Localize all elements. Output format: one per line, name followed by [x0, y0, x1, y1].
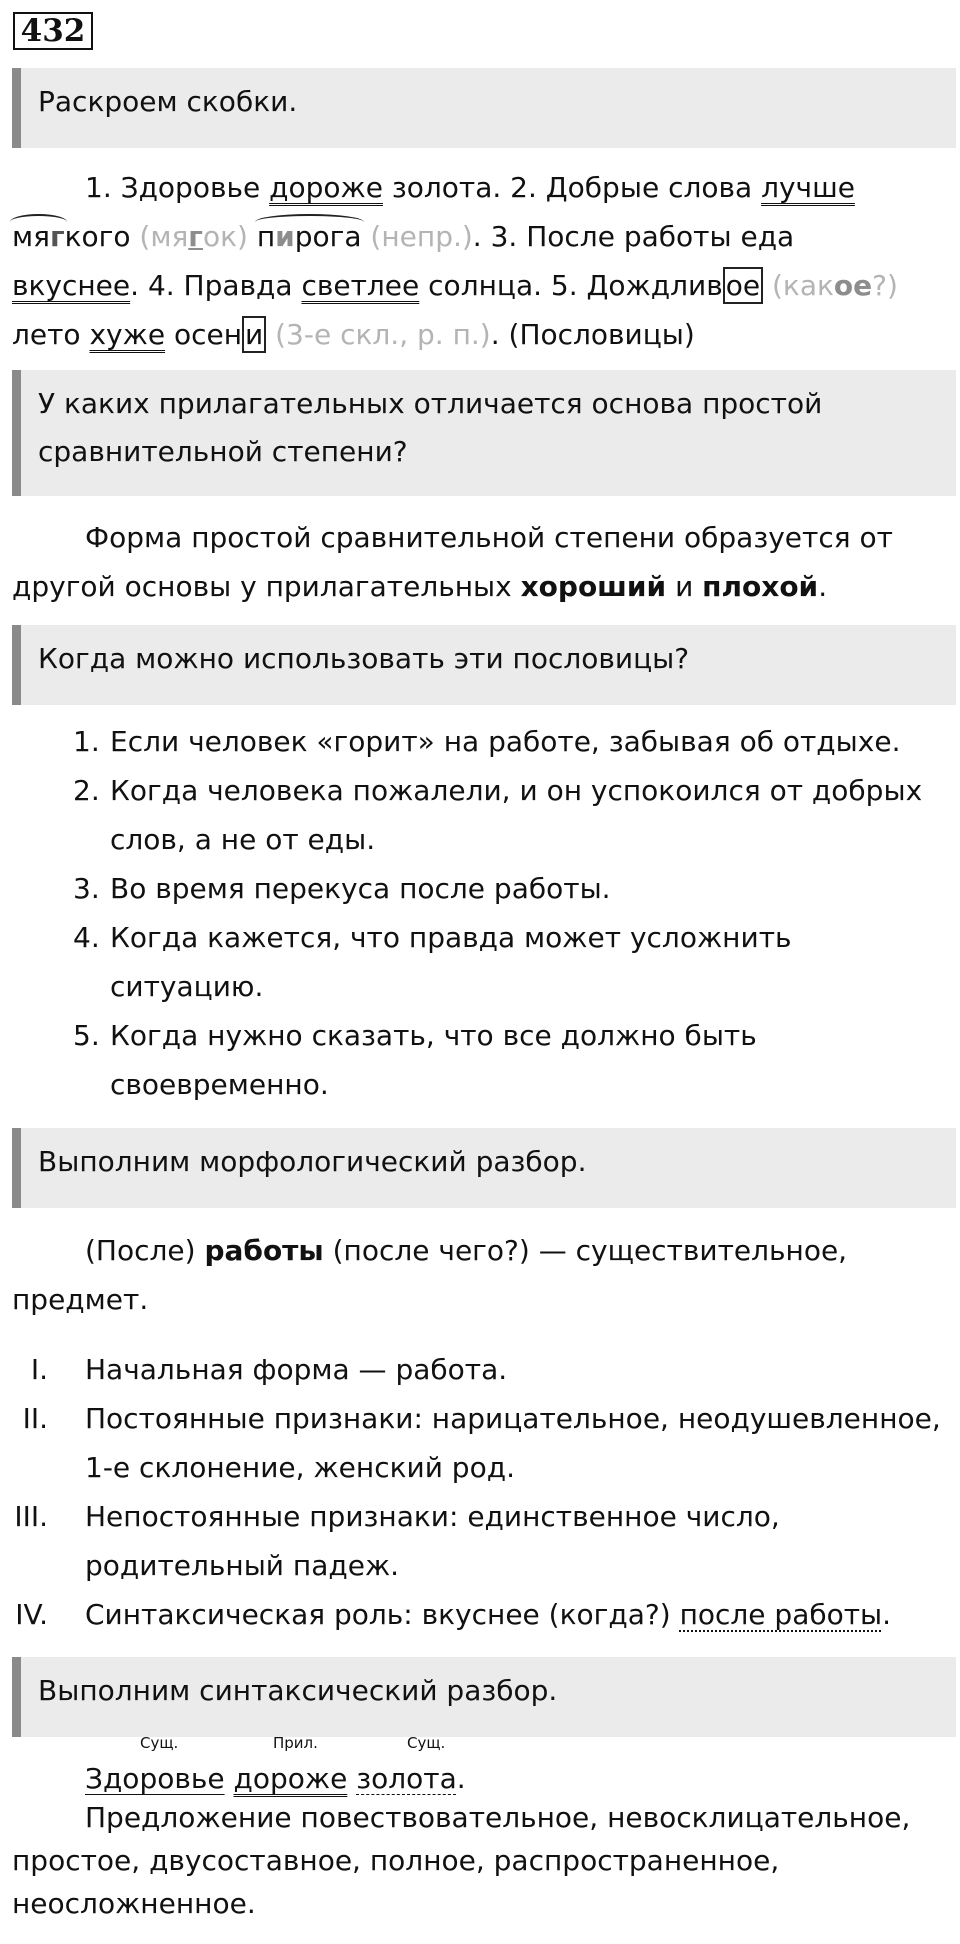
comparative-word: дороже: [269, 171, 383, 204]
proverbs-line: 1. Здоровье дороже золота. 2. Добрые слова лучше: [85, 171, 855, 204]
list-item: II. Постоянные признаки: нарицательное, неодушевленное, 1-е склонение, женский род.: [22, 1402, 941, 1484]
hint-text: (3-е скл., р. п.): [266, 318, 491, 351]
hint-text: (какое?): [763, 269, 898, 302]
proverbs-line: мягкого (мягок) пирога (непр.). 3. После работы еда: [12, 220, 795, 253]
predicate-word: дороже: [233, 1762, 348, 1795]
question-heading-3: Когда можно использовать эти пословицы?: [38, 642, 690, 675]
comparative-word: светлее: [301, 269, 420, 302]
proverbs-line: лето хуже осен и (3-е скл., р. п.). (Пословицы): [12, 318, 695, 351]
part-of-speech-mark: Сущ.: [407, 1734, 446, 1752]
question-bar-5: [12, 1657, 956, 1737]
comparative-word: лучше: [761, 171, 855, 204]
list-item: 1. Если человек «горит» на работе, забывая об отдыхе.: [73, 725, 901, 758]
question-heading-4: Выполним морфологический разбор.: [38, 1145, 587, 1178]
ending-box: и: [242, 316, 266, 353]
task-number: 432: [13, 12, 93, 50]
hint-text: (непр.): [361, 220, 473, 253]
proverbs-text: [12, 163, 956, 359]
root-mark: мяг: [12, 220, 65, 253]
adverbial-phrase: после работы: [679, 1598, 883, 1631]
question-bar-2: [12, 370, 956, 496]
part-of-speech-mark: Сущ.: [140, 1734, 179, 1752]
answer-text-2: Форма простой сравнительной степени образуется от другой основы у прилагательных хороший и плохой.: [12, 521, 893, 603]
list-item: 2. Когда человека пожалели, и он успокоился от добрых слов, а не от еды.: [73, 774, 923, 856]
question-heading-5: Выполним синтаксический разбор.: [38, 1674, 558, 1707]
part-of-speech-mark: Прил.: [273, 1734, 318, 1752]
list-item: IV. Синтаксическая роль: вкуснее (когда?) после работы.: [15, 1598, 892, 1631]
morph-list: [12, 1345, 956, 1639]
syntax-description: Предложение повествовательное, невосклицательное, простое, двусоставное, полное, распространенное, неосложненное.: [12, 1801, 911, 1920]
question-bar-1: [12, 68, 956, 148]
ending-box: ое: [723, 267, 763, 304]
root-mark: пирога: [256, 220, 362, 253]
question-bar-3: [12, 625, 956, 705]
morph-intro: (После) работы (после чего?) — существительное, предмет.: [12, 1234, 848, 1316]
comparative-word: хуже: [89, 318, 166, 351]
subject-word: Здоровье: [85, 1762, 225, 1795]
proverbs-line: вкуснее. 4. Правда светлее солнца. 5. Дождлив ое (какое?): [12, 269, 898, 302]
list-item: 4. Когда кажется, что правда может усложнить ситуацию.: [73, 921, 792, 1003]
object-word: золота: [356, 1762, 457, 1795]
question-heading-2: У каких прилагательных отличается основа простой сравнительной степени?: [38, 387, 823, 468]
bold-word: хороший: [520, 570, 667, 603]
bold-word: плохой: [702, 570, 819, 603]
usage-list: [73, 717, 953, 1109]
list-item: 5. Когда нужно сказать, что все должно быть своевременно.: [73, 1019, 757, 1101]
question-bar-4: [12, 1128, 956, 1208]
list-item: I. Начальная форма — работа.: [30, 1353, 508, 1386]
question-heading-1: Раскроем скобки.: [38, 85, 298, 118]
syntax-sentence: Здоровье дороже золота.: [85, 1762, 466, 1795]
list-item: 3. Во время перекуса после работы.: [73, 872, 611, 905]
bold-word: работы: [204, 1234, 324, 1267]
hint-text: (мягок): [130, 220, 257, 253]
comparative-word: вкуснее: [12, 269, 131, 302]
list-item: III. Непостоянные признаки: единственное число, родительный падеж.: [14, 1500, 780, 1582]
